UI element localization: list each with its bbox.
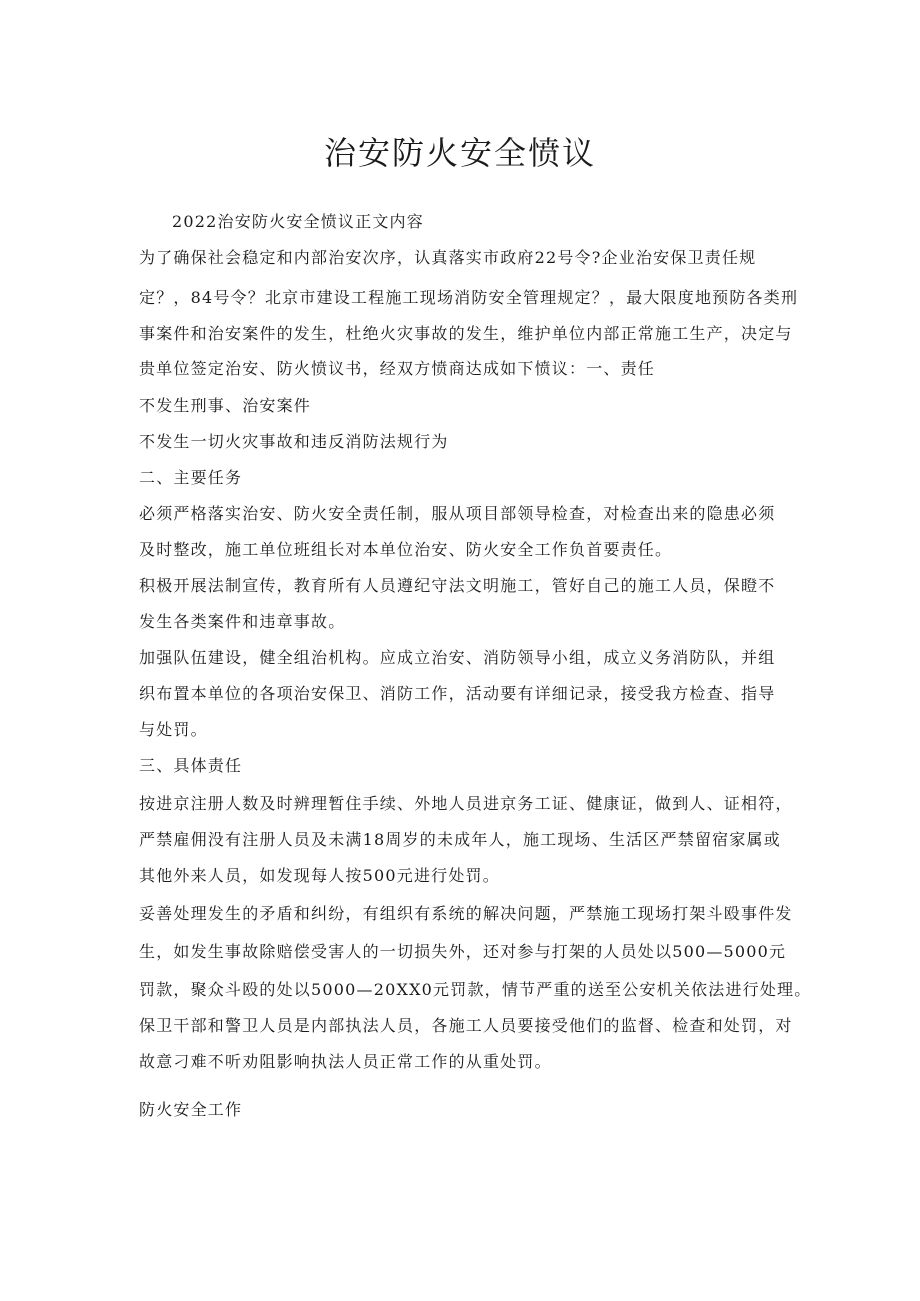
- paragraph-line: 严禁雇佣没有注册人员及未满18周岁的未成年人，施工现场、生活区严禁留宿家属或: [139, 830, 781, 849]
- paragraph-line: 发生各类案件和违章事故。: [139, 612, 346, 631]
- paragraph-line: 保卫干部和警卫人员是内部执法人员，各施工人员要接受他们的监督、检查和处罚，对: [139, 1016, 793, 1035]
- paragraph-line: 不发生一切火灾事故和违反消防法规行为: [139, 432, 449, 451]
- paragraph-line: 为了确保社会稳定和内部治安次序，认真落实市政府22号令?企业治安保卫责任规: [139, 248, 757, 267]
- paragraph-line: 其他外来人员，如发现每人按500元进行处罚。: [139, 866, 500, 885]
- paragraph-line: 贵单位签定治安、防火愤议书，经双方愤商达成如下愤议：一、责任: [139, 359, 656, 378]
- section-heading: 二、主要任务: [139, 468, 243, 487]
- paragraph-line: 故意刁难不听劝阻影响执法人员正常工作的从重处罚。: [139, 1052, 552, 1071]
- paragraph-line: 与处罚。: [139, 720, 208, 739]
- paragraph-line: 罚款，聚众斗殴的处以5000—20XX0元罚款，情节严重的送至公安机关依法进行处理。: [139, 980, 812, 999]
- paragraph-line: 积极开展法制宣传，教育所有人员遵纪守法文明施工，管好自己的施工人员，保瞪不: [139, 576, 776, 595]
- paragraph-line: 织布置本单位的各项治安保卫、消防工作，活动要有详细记录，接受我方检查、指导: [139, 684, 776, 703]
- subtitle-line: 2022治安防火安全愤议正文内容: [172, 212, 424, 231]
- paragraph-line: 不发生刑事、治安案件: [139, 396, 312, 415]
- document-title: 治安防火安全愤议: [323, 134, 596, 172]
- paragraph-line: 生，如发生事故除赔偿受害人的一切损失外，还对参与打架的人员处以500—5000元: [139, 942, 787, 961]
- paragraph-line: 按进京注册人数及时辨理暂住手续、外地人员进京务工证、健康证，做到人、证相符，: [139, 794, 793, 813]
- paragraph-line: 妥善处理发生的矛盾和纠纷，有组织有系统的解决问题，严禁施工现场打架斗殴事件发: [139, 904, 793, 923]
- paragraph-line: 及时整改，施工单位班组长对本单位治安、防火安全工作负首要责任。: [139, 540, 673, 559]
- paragraph-line: 必须严格落实治安、防火安全责任制，服从项目部领导检查，对检查出来的隐患必须: [139, 504, 776, 523]
- paragraph-line: 加强队伍建设，健全组治机构。应成立治安、消防领导小组，成立义务消防队，并组: [139, 648, 776, 667]
- paragraph-line: 事案件和治安案件的发生，杜绝火灾事故的发生，维护单位内部正常施工生产，决定与: [139, 324, 793, 343]
- paragraph-line: 定？，84号令？北京市建设工程施工现场消防安全管理规定？，最大限度地预防各类刑: [139, 288, 799, 307]
- section-heading: 防火安全工作: [139, 1100, 243, 1119]
- section-heading: 三、具体责任: [139, 756, 243, 775]
